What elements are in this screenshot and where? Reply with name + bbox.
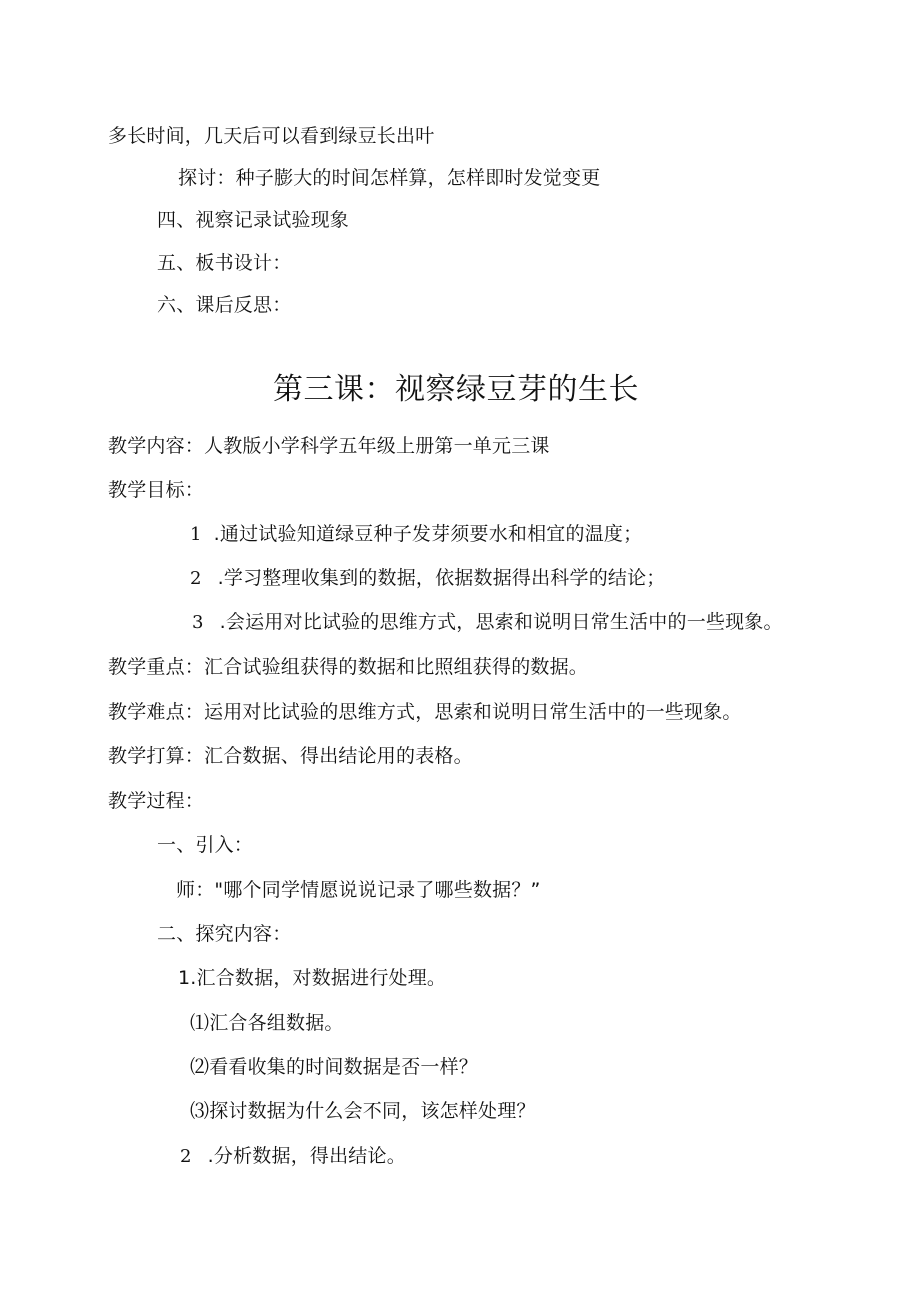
lesson-title: 第三课：视察绿豆芽的生长 <box>273 372 639 407</box>
goal-item-2 <box>190 566 666 591</box>
goal-item-1 <box>190 522 642 547</box>
process-heading: 教学过程： <box>108 790 205 812</box>
teacher-quote: 师："哪个同学情愿说说记录了哪些数据？” <box>176 879 541 901</box>
sub-item-1: ⑴汇合各组数据。 <box>190 1012 344 1034</box>
intro-heading: 一、引入： <box>157 834 254 856</box>
sub-item-3: ⑶探讨数据为什么会不同，该怎样处理？ <box>190 1100 536 1122</box>
item-number: 2 <box>180 1146 192 1167</box>
goal-number: 1 <box>190 524 202 545</box>
goal-text: .通过试验知道绿豆种子发芽须要水和相宜的温度； <box>213 523 643 545</box>
explore-heading: 二、探究内容： <box>157 923 292 945</box>
explore-item-2 <box>180 1144 406 1169</box>
explore-item-1: 1.汇合数据，对数据进行处理。 <box>178 967 447 989</box>
key-point-line: 教学重点：汇合试验组获得的数据和比照组获得的数据。 <box>108 656 589 678</box>
teaching-goals-heading: 教学目标： <box>108 479 205 501</box>
teaching-content-line: 教学内容：人教版小学科学五年级上册第一单元三课 <box>108 435 550 457</box>
item-text: .分析数据，得出结论。 <box>207 1145 406 1167</box>
step-6-heading: 六、课后反思： <box>157 294 292 316</box>
preparation-line: 教学打算：汇合数据、得出结论用的表格。 <box>108 745 473 767</box>
goal-item-3 <box>192 610 783 635</box>
goal-text: .会运用对比试验的思维方式，思索和说明日常生活中的一些现象。 <box>219 611 783 633</box>
goal-number: 2 <box>190 568 202 589</box>
goal-text: .学习整理收集到的数据，依据数据得出科学的结论； <box>217 567 666 589</box>
step-5-heading: 五、板书设计： <box>157 252 292 274</box>
continuation-line: 多长时间，几天后可以看到绿豆长出叶 <box>108 125 435 147</box>
goal-number: 3 <box>192 612 204 633</box>
sub-item-2: ⑵看看收集的时间数据是否一样？ <box>190 1056 479 1078</box>
difficulty-line: 教学难点：运用对比试验的思维方式，思索和说明日常生活中的一些现象。 <box>108 701 742 723</box>
discussion-line: 探讨：种子膨大的时间怎样算，怎样即时发觉变更 <box>178 167 601 189</box>
step-4-heading: 四、视察记录试验现象 <box>157 209 350 231</box>
